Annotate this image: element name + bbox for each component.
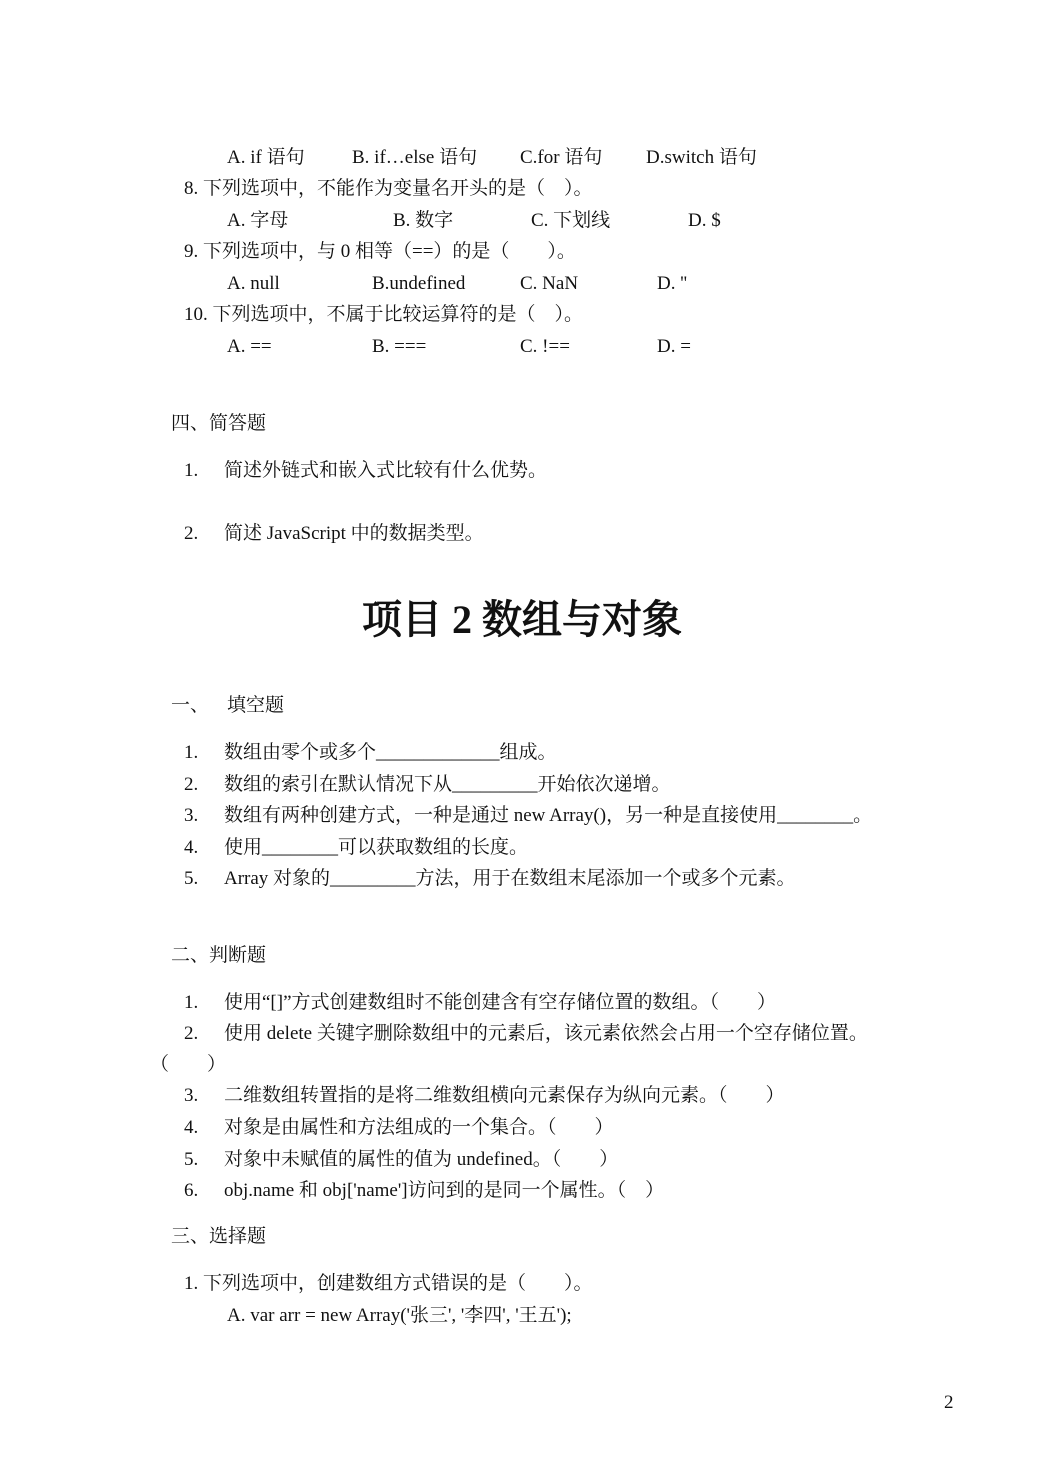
item-text: 使用________可以获取数组的长度。	[224, 837, 529, 858]
q10-option-c: C. !==	[520, 336, 570, 357]
section4-item-1	[184, 459, 547, 483]
q9-option-b: B.undefined	[372, 273, 466, 294]
section4-heading: 四、简答题	[171, 413, 267, 434]
q8-option-a: A. 字母	[227, 210, 289, 231]
q8-option-c: C. 下划线	[531, 210, 611, 231]
section4-item-2	[184, 522, 484, 546]
judge-item-3	[184, 1084, 785, 1108]
item-number: 2.	[184, 523, 199, 544]
judge-item-2	[184, 1022, 868, 1046]
item-text: 对象是由属性和方法组成的一个集合。（ ）	[224, 1117, 614, 1138]
choice-q1-option-a: A. var arr = new Array('张三', '李四', '王五');	[227, 1305, 572, 1326]
item-number: 2.	[184, 1023, 199, 1044]
item-text: 使用“[]”方式创建数组时不能创建含有空存储位置的数组。（ ）	[224, 992, 777, 1013]
q7-option-d: D.switch 语句	[646, 147, 757, 168]
item-text: 二维数组转置指的是将二维数组横向元素保存为纵向元素。（ ）	[224, 1085, 785, 1106]
judge-item-1	[184, 991, 776, 1015]
item-text: Array 对象的_________方法，用于在数组末尾添加一个或多个元素。	[224, 868, 796, 889]
item-number: 1.	[184, 992, 199, 1013]
q8-option-b: B. 数字	[393, 210, 454, 231]
q10-option-a: A. ==	[227, 336, 272, 357]
fill-item-5	[184, 867, 796, 891]
q8-stem: 8. 下列选项中，不能作为变量名开头的是（ ）。	[184, 178, 593, 199]
judge-item-6	[184, 1179, 664, 1203]
item-number: 3.	[184, 1085, 199, 1106]
judge-item-2-continuation: （ ）	[150, 1054, 227, 1075]
q9-option-c: C. NaN	[520, 273, 579, 294]
item-number: 5.	[184, 1149, 199, 1170]
item-text: 使用 delete 关键字删除数组中的元素后，该元素依然会占用一个空存储位置。	[224, 1023, 868, 1044]
item-text: 简述 JavaScript 中的数据类型。	[224, 523, 484, 544]
fill-heading-label: 填空题	[227, 695, 285, 716]
item-number: 4.	[184, 837, 199, 858]
q7-option-c: C.for 语句	[520, 147, 603, 168]
judge-item-4	[184, 1116, 614, 1140]
q8-option-d: D. $	[688, 210, 721, 231]
page-number: 2	[944, 1392, 954, 1413]
item-number: 1.	[184, 742, 199, 763]
item-text: 对象中未赋值的属性的值为 undefined。（ ）	[224, 1149, 619, 1170]
item-text: 数组有两种创建方式，一种是通过 new Array()，另一种是直接使用________。	[224, 805, 873, 826]
fill-heading	[171, 694, 284, 718]
fill-item-1	[184, 741, 557, 765]
item-number: 3.	[184, 805, 199, 826]
item-text: obj.name 和 obj['name']访问到的是同一个属性。（ ）	[224, 1180, 665, 1201]
q9-stem: 9. 下列选项中，与 0 相等（==）的是（ ）。	[184, 241, 576, 262]
q9-option-d: D. ''	[657, 273, 688, 294]
choice-q1-stem: 1. 下列选项中，创建数组方式错误的是（ ）。	[184, 1273, 593, 1294]
item-number: 4.	[184, 1117, 199, 1138]
fill-item-2	[184, 773, 671, 797]
fill-item-4	[184, 836, 528, 860]
q7-option-a: A. if 语句	[227, 147, 305, 168]
item-number: 1.	[184, 460, 199, 481]
judge-item-5	[184, 1148, 618, 1172]
fill-heading-number: 一、	[171, 695, 210, 716]
fill-item-3	[184, 804, 872, 828]
q10-option-b: B. ===	[372, 336, 427, 357]
item-number: 2.	[184, 774, 199, 795]
item-number: 5.	[184, 868, 199, 889]
choice-heading: 三、选择题	[171, 1226, 267, 1247]
q9-option-a: A. null	[227, 273, 280, 294]
item-text: 数组的索引在默认情况下从_________开始依次递增。	[224, 774, 671, 795]
item-number: 6.	[184, 1180, 199, 1201]
item-text: 数组由零个或多个_____________组成。	[224, 742, 557, 763]
item-text: 简述外链式和嵌入式比较有什么优势。	[224, 460, 548, 481]
project-title: 项目 2 数组与对象	[362, 597, 682, 642]
q7-option-b: B. if…else 语句	[352, 147, 478, 168]
judge-heading: 二、判断题	[171, 945, 267, 966]
q10-stem: 10. 下列选项中，不属于比较运算符的是（ ）。	[184, 304, 584, 325]
q10-option-d: D. =	[657, 336, 691, 357]
